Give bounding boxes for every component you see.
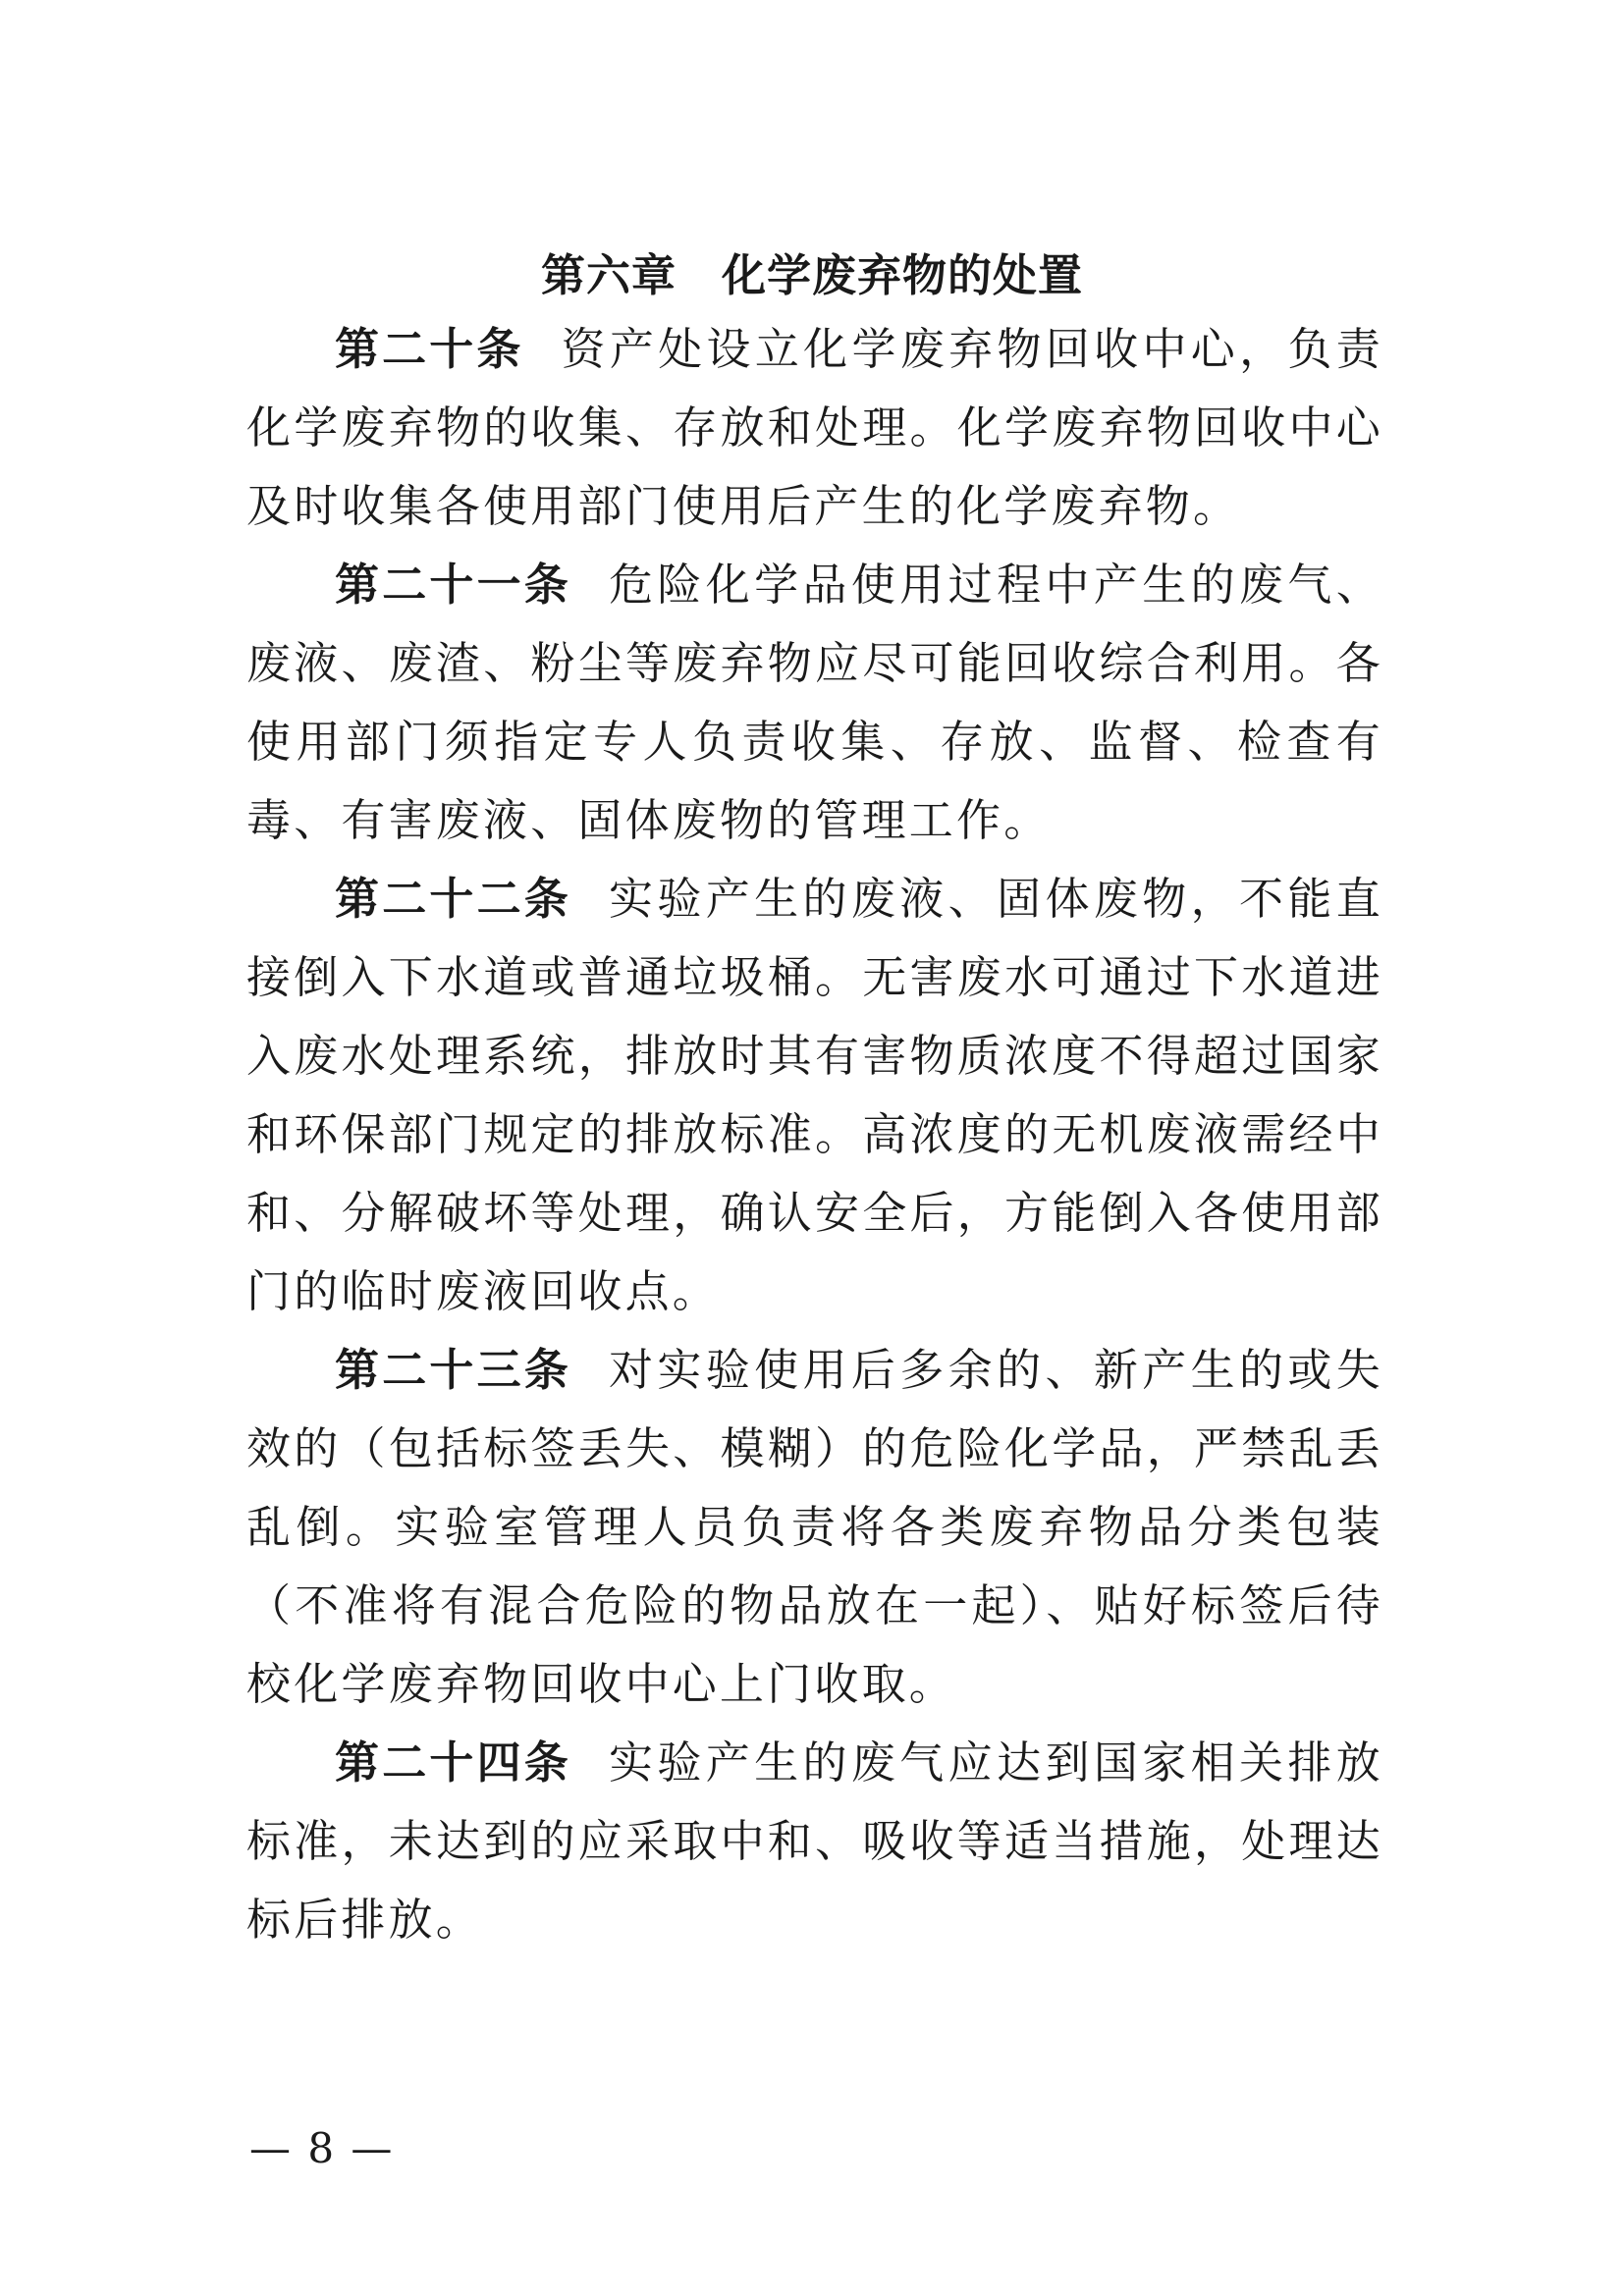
article-22 (246, 860, 1383, 1331)
article-text: 实验产生的废液、固体废物，不能直接倒入下水道或普通垃圾桶。无害废水可通过下水道进入废水处理系统，排放时其有害物质浓度不得超过国家和环保部门规定的排放标准。高浓度的无机废液需经中和、分解破坏等处理，确认安全后，方能倒入各使用部门的临时废液回收点。 (246, 873, 1383, 1317)
page-number: — 8 — (249, 2124, 395, 2172)
article-text: 危险化学品使用过程中产生的废气、废液、废渣、粉尘等废弃物应尽可能回收综合利用。各使用部门须指定专人负责收集、存放、监督、检查有毒、有害废液、固体废物的管理工作。 (246, 559, 1383, 846)
article-number: 第二十三条 (335, 1344, 571, 1396)
article-text: 资产处设立化学废弃物回收中心，负责化学废弃物的收集、存放和处理。化学废弃物回收中心及时收集各使用部门使用后产生的化学废弃物。 (246, 323, 1383, 532)
article-number: 第二十四条 (335, 1736, 571, 1789)
article-20 (246, 310, 1383, 546)
article-number: 第二十条 (335, 323, 524, 375)
chapter-title: 第六章 化学废弃物的处置 (540, 249, 1083, 302)
article-text: 对实验使用后多余的、新产生的或失效的（包括标签丢失、模糊）的危险化学品，严禁乱丢乱倒。实验室管理人员负责将各类废弃物品分类包装（不准将有混合危险的物品放在一起）、贴好标签后待校化学废弃物回收中心上门收取。 (246, 1344, 1383, 1710)
document-body (246, 310, 1383, 1959)
article-number: 第二十二条 (335, 873, 571, 925)
article-number: 第二十一条 (335, 559, 571, 611)
article-24 (246, 1724, 1383, 1959)
article-text: 实验产生的废气应达到国家相关排放标准，未达到的应采取中和、吸收等适当措施，处理达标后排放。 (246, 1736, 1383, 1946)
article-21 (246, 546, 1383, 860)
article-23 (246, 1331, 1383, 1724)
